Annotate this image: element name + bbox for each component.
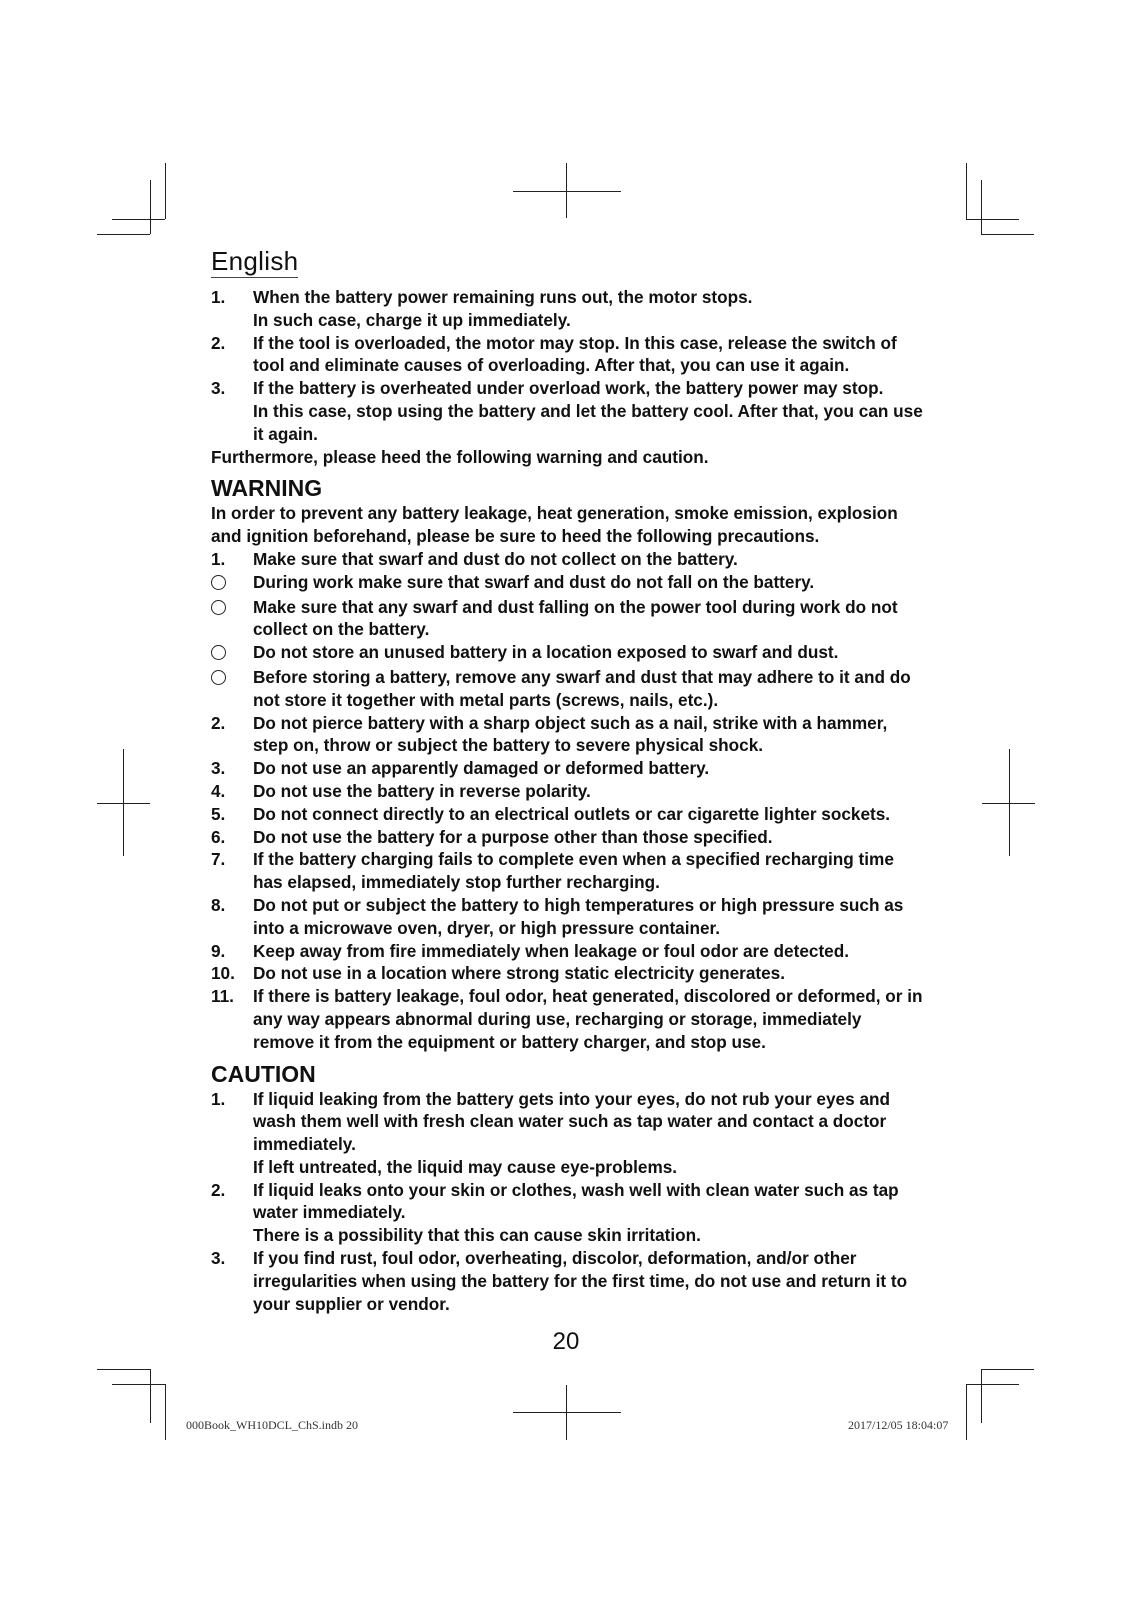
list-item (211, 571, 926, 596)
item-text: If you find rust, foul odor, overheating, discolor, deformation, and/or other irregularities when using the battery for the first time, do not use and return it to your supplier or vendor. (253, 1248, 908, 1314)
item-number: 10. (211, 963, 235, 984)
circle-bullet-icon (211, 600, 226, 615)
item-number: 3. (211, 758, 226, 779)
intro-list (211, 286, 926, 446)
slug-timestamp: 2017/12/05 18:04:07 (848, 1418, 949, 1432)
item-text: Make sure that swarf and dust do not collect on the battery. (253, 548, 738, 569)
item-text: Do not connect directly to an electrical outlets or car cigarette lighter sockets. (253, 803, 891, 824)
list-item (211, 757, 926, 780)
circle-bullet-icon (211, 575, 226, 590)
item-number: 2. (211, 1179, 226, 1200)
list-item (211, 548, 926, 571)
list-item (211, 1247, 926, 1315)
item-text: If liquid leaks onto your skin or clothes, wash well with clean water such as tap water immediately. (253, 1179, 899, 1223)
item-number: 2. (211, 712, 226, 733)
list-item (211, 962, 926, 985)
item-text: In this case, stop using the battery and let the battery cool. After that, you can use it again. (253, 400, 923, 444)
item-text: If the battery is overheated under overload work, the battery power may stop. (253, 378, 884, 399)
list-item (211, 1088, 926, 1179)
warning-heading: WARNING (211, 475, 323, 502)
list-item (211, 894, 926, 940)
page-content (211, 286, 926, 1315)
list-item (211, 780, 926, 803)
language-heading: English (211, 246, 299, 276)
item-number: 2. (211, 332, 226, 353)
list-item (211, 803, 926, 826)
circle-bullet-icon (211, 645, 226, 660)
item-text: Do not store an unused battery in a location exposed to swarf and dust. (253, 642, 839, 663)
item-text: There is a possibility that this can cause skin irritation. (253, 1225, 701, 1246)
item-text: Keep away from fire immediately when leakage or foul odor are detected. (253, 940, 850, 961)
slug-file-info: 000Book_WH10DCL_ChS.indb 20 (186, 1418, 359, 1432)
warning-intro: In order to prevent any battery leakage, heat generation, smoke emission, explosion and ignition beforehand, please be sure to heed the following precautions. (211, 503, 898, 547)
list-item (211, 1179, 926, 1247)
list-item (211, 940, 926, 963)
list-item (211, 826, 926, 849)
item-text: Do not pierce battery with a sharp object such as a nail, strike with a hammer, step on, throw or subject the battery to severe physical shock. (253, 712, 888, 756)
item-text: Do not use the battery for a purpose other than those specified. (253, 826, 773, 847)
warning-list (211, 548, 926, 1054)
list-item (211, 596, 926, 642)
item-number: 6. (211, 826, 226, 847)
item-text: If left untreated, the liquid may cause eye-problems. (253, 1156, 678, 1177)
item-number: 1. (211, 1088, 226, 1109)
list-item (211, 286, 926, 332)
item-number: 8. (211, 894, 226, 915)
item-number: 3. (211, 378, 226, 399)
list-item (211, 666, 926, 712)
item-text: If the battery charging fails to complete even when a specified recharging time has elapsed, immediately stop further recharging. (253, 849, 894, 893)
list-item (211, 712, 926, 758)
item-text: Do not use in a location where strong static electricity generates. (253, 963, 785, 984)
item-text: If the tool is overloaded, the motor may stop. In this case, release the switch of tool and eliminate causes of overloading. After that, you can use it again. (253, 332, 897, 376)
item-text: Before storing a battery, remove any swarf and dust that may adhere to it and do not store it together with metal parts (screws, nails, etc.). (253, 666, 911, 710)
item-number: 3. (211, 1248, 226, 1269)
furthermore-text: Furthermore, please heed the following warning and caution. (211, 446, 709, 467)
list-item (211, 641, 926, 666)
item-number: 1. (211, 548, 226, 569)
item-text: When the battery power remaining runs out, the motor stops. (253, 287, 753, 307)
list-item (211, 848, 926, 894)
list-item (211, 985, 926, 1053)
page-number: 20 (552, 1328, 580, 1355)
item-text: If there is battery leakage, foul odor, heat generated, discolored or deformed, or in any way appears abnormal during use, recharging or storage, immediately remove it from the equipment or battery charger, and stop use. (253, 986, 923, 1052)
item-text: Do not put or subject the battery to high temperatures or high pressure such as into a microwave oven, dryer, or high pressure container. (253, 894, 904, 938)
item-text: In such case, charge it up immediately. (253, 309, 571, 330)
item-number: 9. (211, 940, 226, 961)
item-text: Do not use the battery in reverse polarity. (253, 780, 591, 801)
list-item (211, 332, 926, 378)
caution-heading: CAUTION (211, 1060, 316, 1087)
circle-bullet-icon (211, 670, 226, 685)
caution-list (211, 1088, 926, 1316)
list-item (211, 377, 926, 445)
item-text: Make sure that any swarf and dust falling on the power tool during work do not collect on the battery. (253, 596, 898, 640)
item-number: 1. (211, 287, 226, 307)
item-text: Do not use an apparently damaged or deformed battery. (253, 758, 710, 779)
item-text: If liquid leaking from the battery gets into your eyes, do not rub your eyes and wash them well with fresh clean water such as tap water and contact a doctor immediately. (253, 1088, 890, 1155)
item-number: 4. (211, 780, 226, 801)
item-text: During work make sure that swarf and dust do not fall on the battery. (253, 571, 815, 592)
item-number: 7. (211, 849, 226, 870)
item-number: 11. (211, 986, 234, 1007)
item-number: 5. (211, 803, 226, 824)
